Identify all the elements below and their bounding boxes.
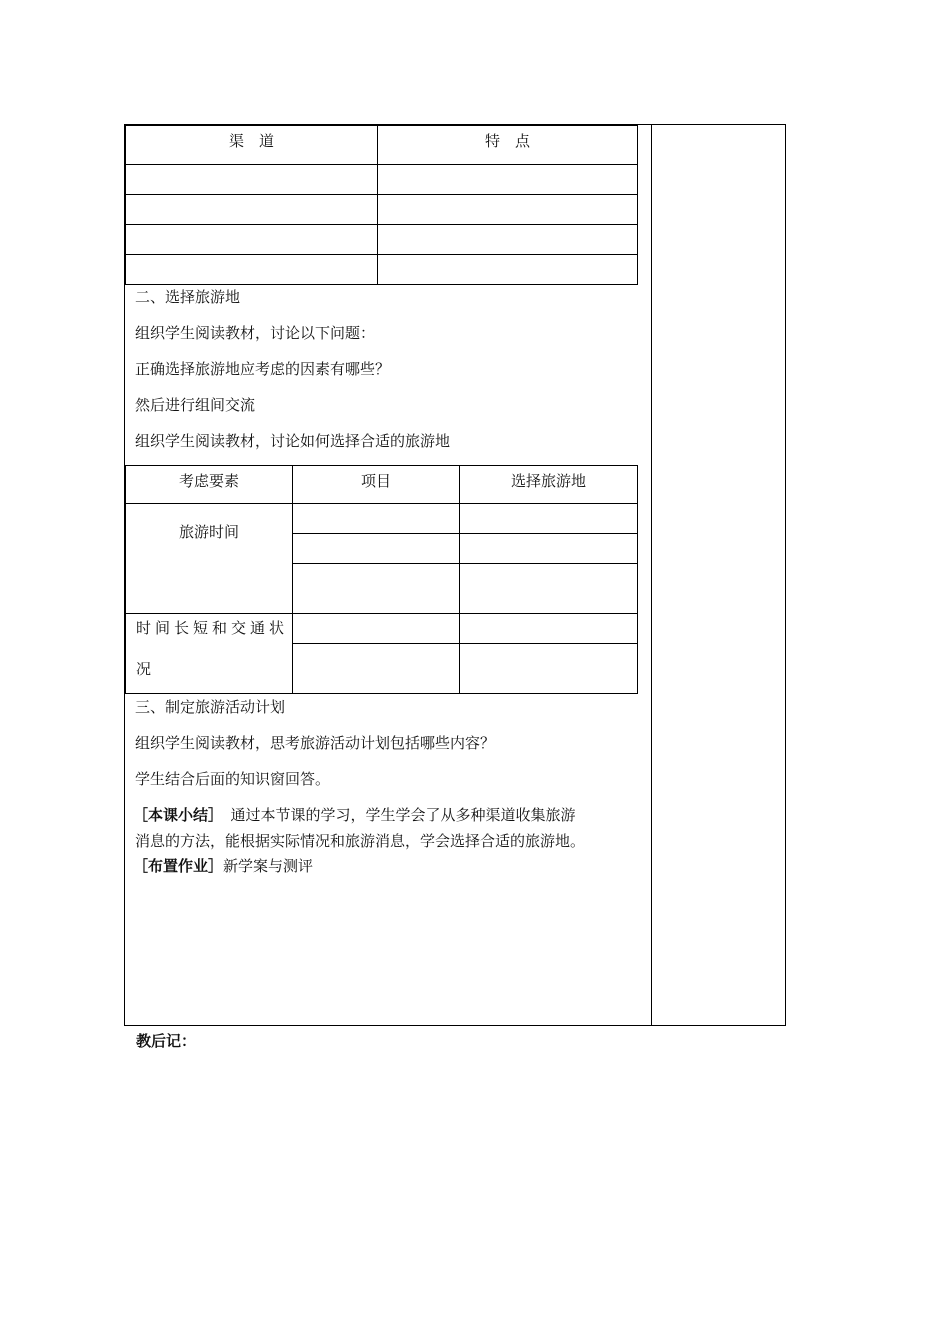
column-divider [651,125,652,1025]
factor-duration-line2: 况 [136,660,152,678]
postscript-label: 教后记： [136,1032,197,1050]
homework-line [133,856,313,876]
channels-header-channel: 渠 道 [126,126,378,165]
homework-text: 新学案与测评 [223,857,314,875]
factors-table [125,465,638,694]
factor-duration-line1: 时间长短和交通状 [136,619,289,637]
table-row [126,165,638,195]
lesson-plan-frame [124,124,786,1026]
section2-line: 组织学生阅读教材，讨论以下问题： [135,324,376,342]
table-row [126,195,638,225]
section2-line: 然后进行组间交流 [135,396,256,414]
factors-header-destination: 选择旅游地 [460,466,638,504]
section3-title: 三、制定旅游活动计划 [135,698,286,716]
channels-table [125,125,638,285]
summary-label: ［本课小结］ [133,806,216,824]
table-row [126,255,638,285]
section2-line: 正确选择旅游地应考虑的因素有哪些？ [135,360,391,378]
factor-duration-transport [126,614,293,694]
table-row [126,225,638,255]
section3-line: 组织学生阅读教材，思考旅游活动计划包括哪些内容？ [135,734,496,752]
summary-line-1 [133,805,576,825]
homework-label: ［布置作业］ [133,857,224,875]
section2-title: 二、选择旅游地 [135,288,241,306]
summary-text-2: 消息的方法，能根据实际情况和旅游消息，学会选择合适的旅游地。 [135,832,586,850]
summary-text-1: 通过本节课的学习，学生学会了从多种渠道收集旅游 [215,806,576,824]
factor-travel-time: 旅游时间 [126,504,293,614]
factors-header-item: 项目 [293,466,460,504]
channels-header-feature: 特 点 [378,126,638,165]
section2-line: 组织学生阅读教材，讨论如何选择合适的旅游地 [135,432,451,450]
section3-line: 学生结合后面的知识窗回答。 [135,770,331,788]
factors-header-factor: 考虑要素 [126,466,293,504]
